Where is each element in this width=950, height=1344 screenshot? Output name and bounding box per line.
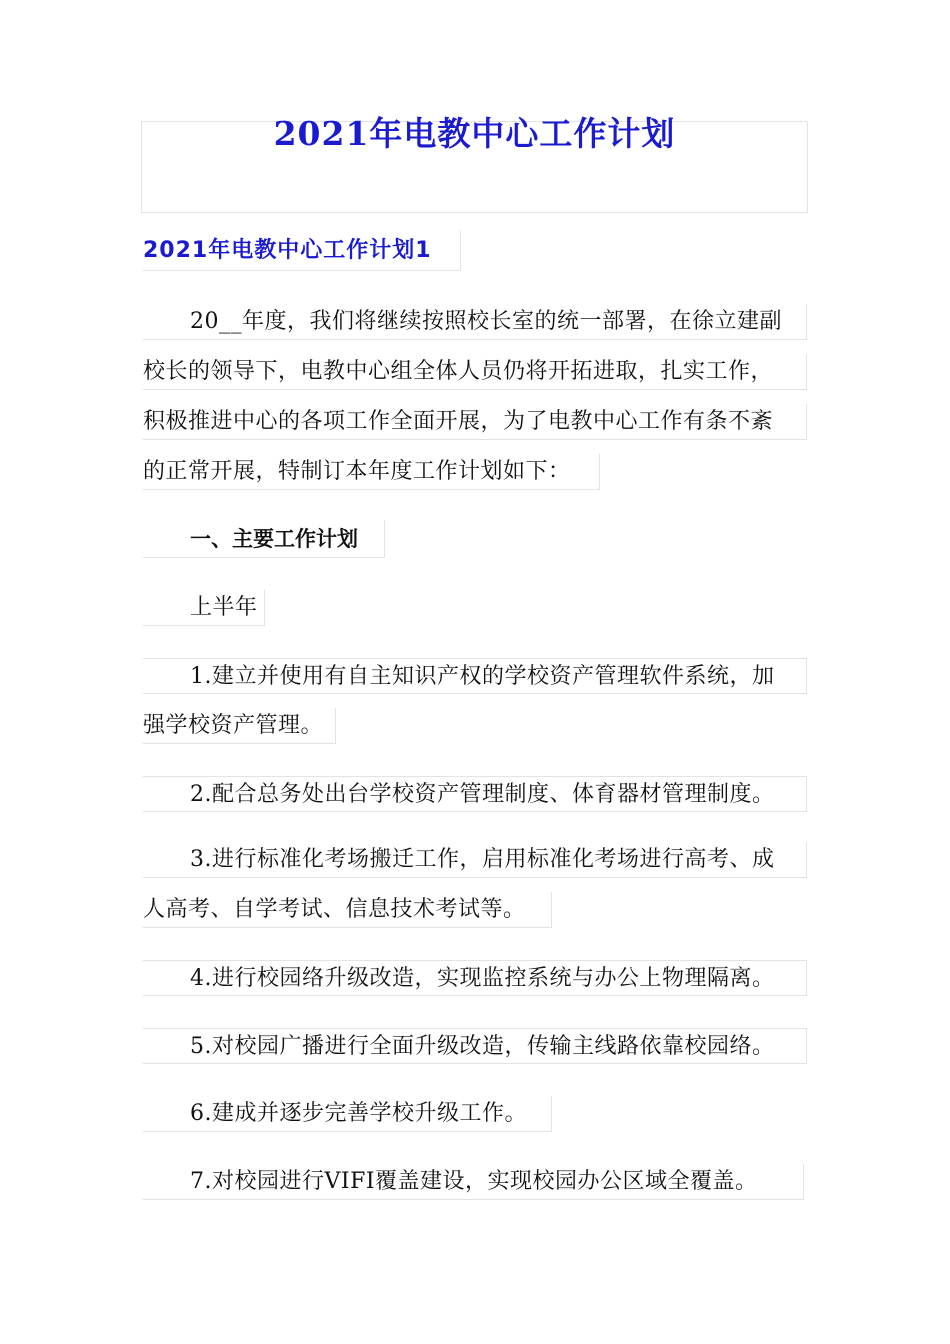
section-subtitle: 2021年电教中心工作计划1 (143, 231, 461, 271)
document-title: 2021年电教中心工作计划 (273, 114, 676, 153)
plan-item-line: 2.配合总务处出台学校资产管理制度、体育器材管理制度。 (143, 776, 807, 812)
intro-line: 20__年度，我们将继续按照校长室的统一部署，在徐立建副 (143, 304, 807, 340)
intro-line: 的正常开展，特制订本年度工作计划如下： (143, 454, 600, 490)
plan-item-line: 3.进行标准化考场搬迁工作，启用标准化考场进行高考、成 (143, 842, 807, 878)
plan-item-line: 4.进行校园络升级改造，实现监控系统与办公上物理隔离。 (143, 960, 807, 996)
intro-line: 积极推进中心的各项工作全面开展，为了电教中心工作有条不紊 (143, 404, 807, 440)
plan-item-line: 人高考、自学考试、信息技术考试等。 (143, 892, 552, 928)
plan-item-line: 7.对校园进行VIFI覆盖建设，实现校园办公区域全覆盖。 (143, 1164, 804, 1200)
plan-item-line: 6.建成并逐步完善学校升级工作。 (143, 1096, 552, 1132)
plan-item-line: 1.建立并使用有自主知识产权的学校资产管理软件系统，加 (143, 658, 807, 694)
plan-item-line: 5.对校园广播进行全面升级改造，传输主线路依靠校园络。 (143, 1028, 807, 1064)
period-label: 上半年 (143, 590, 265, 626)
section-heading: 一、主要工作计划 (143, 520, 385, 558)
plan-item-line: 强学校资产管理。 (143, 708, 336, 744)
intro-line: 校长的领导下，电教中心组全体人员仍将开拓进取，扎实工作， (143, 354, 807, 390)
